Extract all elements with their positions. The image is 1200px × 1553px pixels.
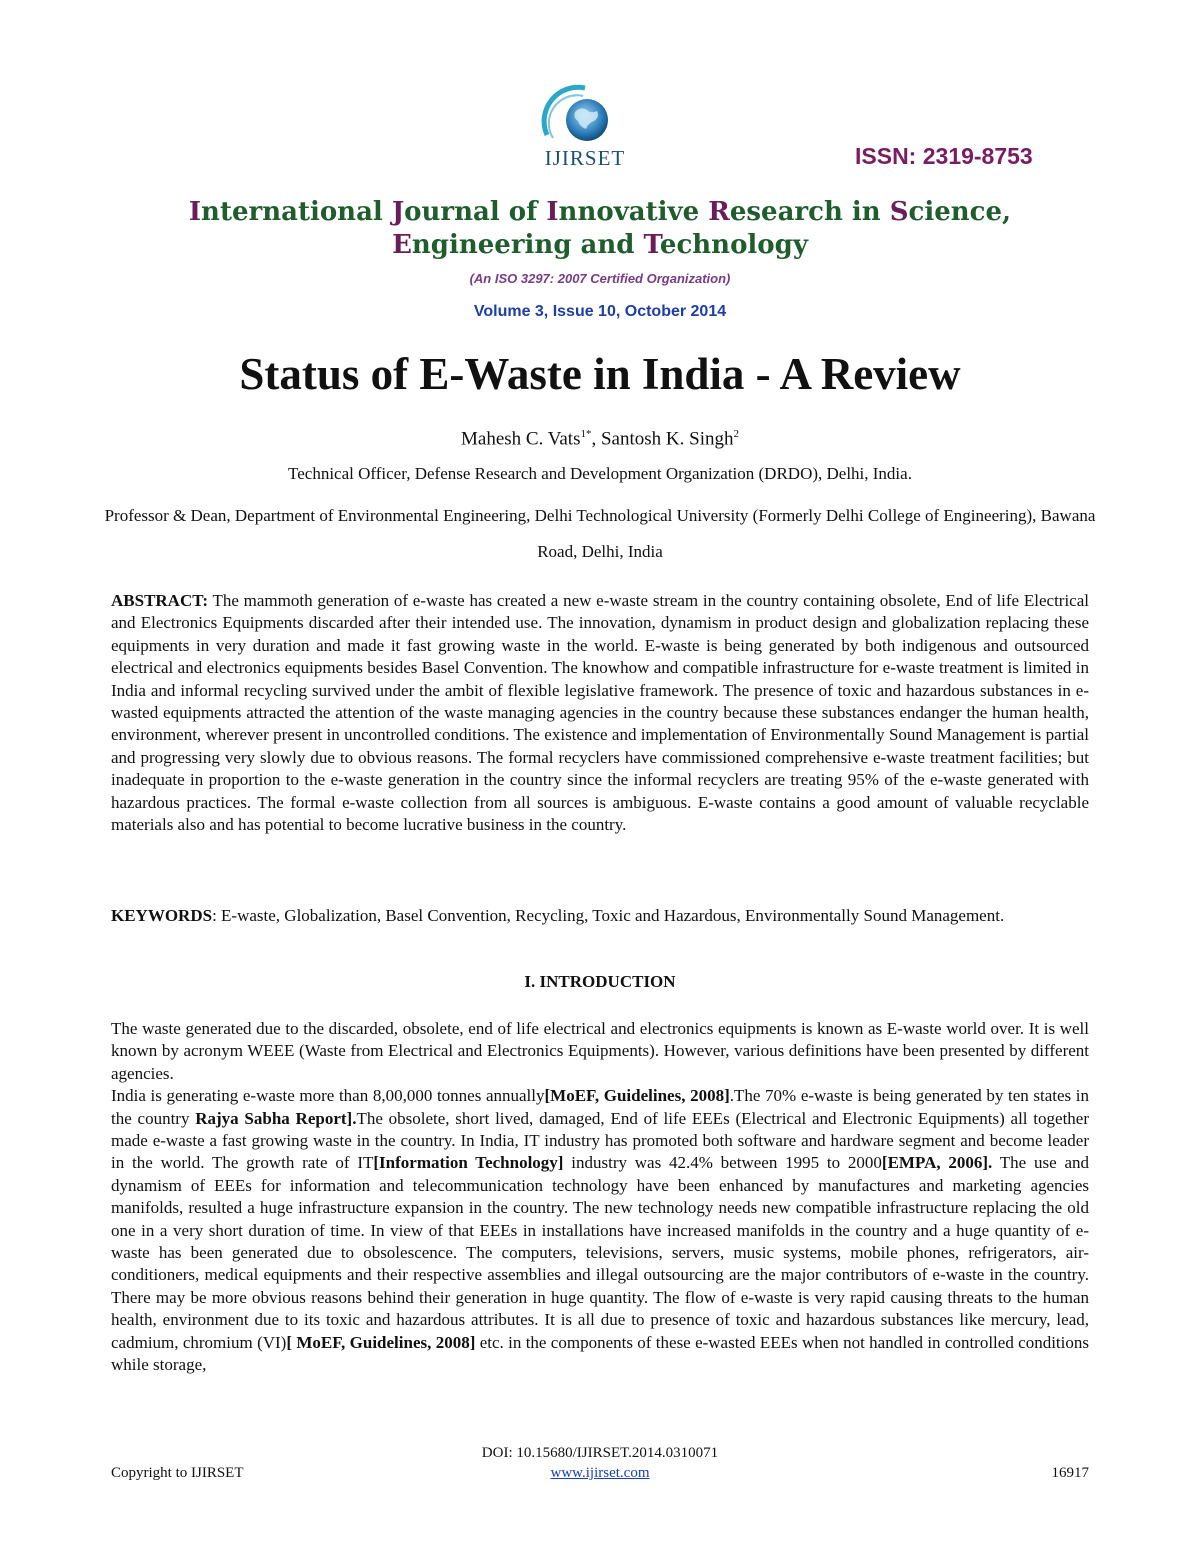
intro-text-segment: The obsolete, short lived, damaged, End of life EEEs (Electrical and Electronic Equipments) all together made e-waste a fast growing waste in the country. In India, IT industry has promoted both software and hardware segment and become leader in the world. The growth rate of IT	[111, 1108, 1089, 1173]
journal-name-initial: I	[546, 197, 559, 227]
journal-name-initial: E	[392, 230, 412, 260]
citation: [ MoEF, Guidelines, 2008]	[286, 1332, 476, 1352]
affiliation-2: Professor & Dean, Department of Environmental Engineering, Delhi Technological University (Formerly Delhi College of Engineering), Bawana Road, Delhi, India	[104, 506, 1096, 561]
intro-paragraph-2	[111, 1085, 1089, 1376]
intro-text-segment: India is generating e-waste more than 8,00,000 tonnes annually	[111, 1086, 545, 1106]
journal-name-initial: S	[889, 197, 909, 227]
journal-name-word: esearch in	[729, 197, 890, 227]
journal-name-initial: T	[643, 230, 660, 260]
citation: Rajya Sabha Report].	[195, 1108, 357, 1128]
journal-name-line2	[0, 229, 1200, 262]
journal-name-word: nnovative	[558, 197, 709, 227]
intro-text-segment: .The 70% e-waste is being generated by ten states in the country	[111, 1086, 1089, 1128]
abstract	[111, 590, 1089, 836]
globe-logo-icon	[525, 80, 645, 150]
journal-name-initial: I	[188, 197, 202, 227]
keywords-label: KEYWORDS	[111, 906, 213, 925]
page-number: 16917	[1051, 1465, 1089, 1481]
logo-text: IJIRSET	[544, 146, 626, 170]
abstract-label: ABSTRACT:	[111, 591, 208, 610]
paper-title: Status of E-Waste in India - A Review	[239, 349, 961, 399]
journal-website-link[interactable]: www.ijirset.com	[550, 1465, 650, 1481]
issn-label: ISSN: 2319-8753	[855, 143, 1033, 169]
abstract-text: The mammoth generation of e-waste has created a new e-waste stream in the country containing obsolete, End of life Electrical and Electronics Equipments discarded after their intended use. The innovation, dynamism in product design and globalization replacing these equipments in very duration and made it fast growing waste in the world. E-waste is being generated by both indigenous and outsourced electrical and electronics equipments besides Basel Convention. The knowhow and compatible infrastructure for e-waste treatment is limited in India and informal recycling survived under the ambit of flexible legislative framework. The presence of toxic and hazardous substances in e-wasted equipments attracted the attention of the waste managing agencies in the country because these substances endanger the human health, environment, wherever present in uncontrolled conditions. The existence and implementation of Environmentally Sound Management is partial and progressing very slowly due to obvious reasons. The formal recyclers have commissioned comprehensive e-waste treatment facilities; but inadequate in proportion to the e-waste generation in the country since the informal recyclers are treating 95% of the e-waste generated with hazardous practices. The formal e-waste collection from all sources is ambiguous. E-waste contains a good amount of valuable recyclable materials also and has potential to become lucrative business in the country.	[111, 591, 1089, 835]
iso-certification: (An ISO 3297: 2007 Certified Organization)	[469, 271, 731, 286]
intro-paragraph-1: The waste generated due to the discarded, obsolete, end of life electrical and electronics equipments is known as E-waste world over. It is well known by acronym WEEE (Waste from Electrical and Electronics Equipments). However, various definitions have been presented by different agencies.	[111, 1019, 1089, 1083]
keywords	[111, 905, 1089, 927]
journal-name-line1	[0, 196, 1200, 229]
author-1-marker: 1*	[580, 428, 592, 440]
journal-name-initial: J	[391, 197, 405, 227]
intro-text-segment: etc. in the components of these e-wasted EEEs when not handled in controlled conditions while storage,	[111, 1332, 1089, 1375]
journal-name-word: echnology	[659, 230, 808, 260]
volume-issue: Volume 3, Issue 10, October 2014	[473, 303, 727, 320]
authors	[0, 428, 1200, 450]
keywords-text: : E-waste, Globalization, Basel Convention, Recycling, Toxic and Hazardous, Environmentally Sound Management.	[212, 906, 1005, 925]
citation: [Information Technology]	[373, 1153, 564, 1173]
journal-name-word: cience,	[908, 197, 1012, 227]
author-1: Mahesh C. Vats	[461, 428, 581, 450]
citation: [EMPA, 2006].	[881, 1153, 993, 1173]
citation: [MoEF, Guidelines, 2008]	[544, 1086, 730, 1106]
journal-name-initial: R	[708, 197, 730, 227]
introduction-body	[111, 1018, 1089, 1377]
author-separator: ,	[591, 428, 601, 450]
journal-name	[0, 196, 1200, 262]
affiliation-1: Technical Officer, Defense Research and Development Organization (DRDO), Delhi, India.	[288, 464, 912, 483]
intro-text-segment: The use and dynamism of EEEs for information and telecommunication technology have been enhanced by manufactures and marketing agencies manifolds, resulted a huge infrastructure expansion in the country. The new technology needs new compatible infrastructure replacing the old one in a very short duration of time. In view of that EEEs in installations have increased manifolds in the country and a huge quantity of e-waste has been generated due to obsolescence. The computers, televisions, servers, music systems, mobile phones, refrigerators, air-conditioners, medical equipments and their respective assemblies and illegal outsourcing are the major contributors of e-waste in the country. There may be more obvious reasons behind their generation in huge quantity. The flow of e-waste is very rapid causing threats to the human health, environment due to its toxic and hazardous attributes. It is all due to presence of toxic and hazardous substances like mercury, lead, cadmium, chromium (VI)	[111, 1153, 1090, 1352]
page-footer	[111, 1465, 1089, 1485]
journal-name-word: nternational	[201, 197, 392, 227]
journal-name-word: ournal of	[404, 197, 547, 227]
author-2-marker: 2	[733, 428, 739, 440]
author-2: Santosh K. Singh	[600, 428, 734, 450]
doi: DOI: 10.15680/IJIRSET.2014.0310071	[481, 1445, 719, 1461]
intro-text-segment: industry was 42.4% between 1995 to 2000	[563, 1153, 882, 1173]
copyright: Copyright to IJIRSET	[111, 1465, 244, 1481]
journal-name-word: ngineering and	[411, 230, 644, 260]
section-heading-introduction: I. INTRODUCTION	[524, 972, 676, 991]
